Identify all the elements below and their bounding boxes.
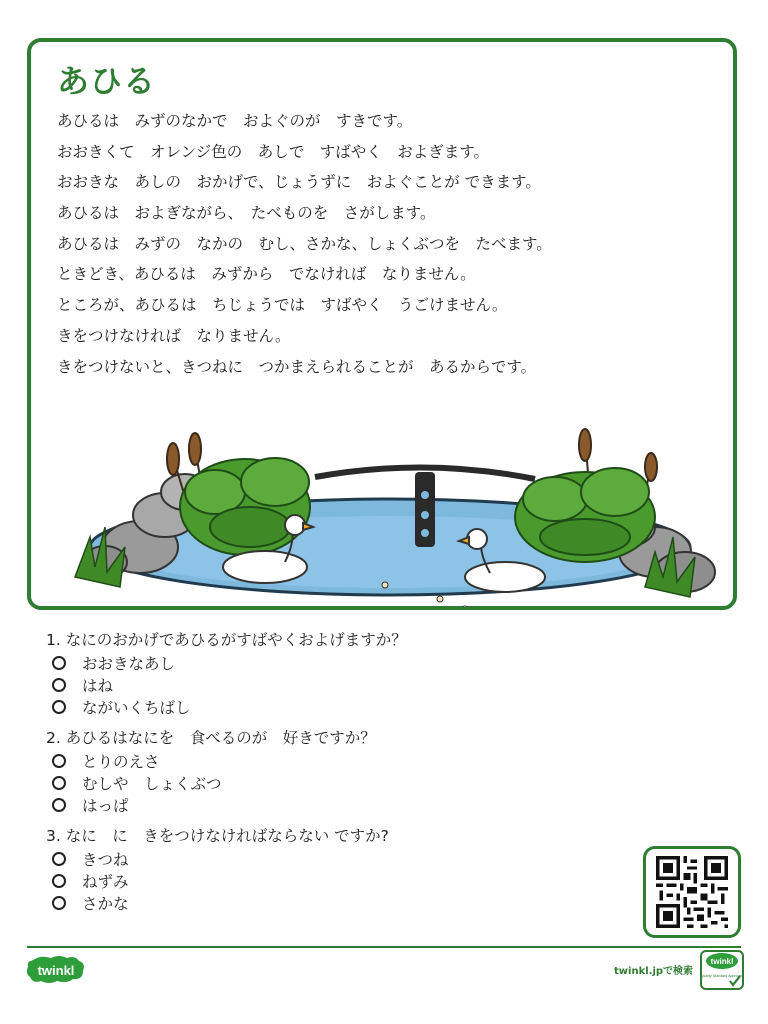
question-1 xyxy=(46,628,606,718)
twinkl-logo[interactable] xyxy=(25,955,87,985)
story-line: おおきくて オレンジ色の あしで すばやく およぎます。 xyxy=(57,142,489,161)
option-label: はっぱ xyxy=(82,797,129,815)
radio-circle-icon[interactable] xyxy=(52,776,66,790)
story-line: ときどき、あひるは みずから でなければ なりません。 xyxy=(57,265,476,284)
quality-badge xyxy=(700,950,744,990)
answer-option[interactable] xyxy=(46,652,606,674)
option-label: むしや しょくぶつ xyxy=(82,775,222,793)
option-label: きつね xyxy=(82,851,129,869)
story-line: あひるは みずのなかで およぐのが すきです。 xyxy=(57,112,413,130)
story-panel xyxy=(27,38,737,610)
radio-circle-icon[interactable] xyxy=(52,656,66,670)
radio-circle-icon[interactable] xyxy=(52,852,66,866)
radio-circle-icon[interactable] xyxy=(52,798,66,812)
question-2 xyxy=(46,726,606,816)
answer-option[interactable] xyxy=(46,772,606,794)
quiz-section xyxy=(46,628,606,922)
answer-option[interactable] xyxy=(46,870,606,892)
option-label: おおきなあし xyxy=(82,655,176,673)
brand-wordmark: twinkl xyxy=(37,963,75,978)
story-line: きをつけないと、きつねに つかまえられることが あるからです。 xyxy=(57,357,537,376)
badge-brand: twinkl xyxy=(710,957,734,966)
question-text: 2. あひるはなにを 食べるのが 好きですか？ xyxy=(46,729,376,747)
answer-option[interactable] xyxy=(46,674,606,696)
story-line: ところが、あひるは ちじょうでは すばやく うごけません。 xyxy=(57,296,508,315)
radio-circle-icon[interactable] xyxy=(52,896,66,910)
option-label: さかな xyxy=(82,895,129,913)
answer-option[interactable] xyxy=(46,848,606,870)
story-line: おおきな あしの おかげで、じょうずに およぐことが できます。 xyxy=(57,173,541,192)
story-line: あひるは およぎながら、 たべものを さがします。 xyxy=(57,204,436,223)
option-label: ねずみ xyxy=(82,873,129,891)
radio-circle-icon[interactable] xyxy=(52,754,66,768)
option-label: とりのえさ xyxy=(82,753,160,771)
option-label: はね xyxy=(82,677,114,695)
site-search-text[interactable]: twinkl.jpで検索 xyxy=(614,966,694,977)
answer-option[interactable] xyxy=(46,794,606,816)
badge-caption: Quality Standard Approved xyxy=(700,974,744,978)
option-label: ながいくちばし xyxy=(82,699,191,717)
radio-circle-icon[interactable] xyxy=(52,874,66,888)
question-text: 1. なにのおかげであひるがすばやくおよげますか？ xyxy=(46,631,407,649)
question-text: 3. なに に きをつけなければならない ですか? xyxy=(46,827,389,845)
qr-code[interactable] xyxy=(643,846,741,938)
story-text xyxy=(57,106,717,382)
bush-right xyxy=(515,468,655,562)
bush-left xyxy=(180,458,310,555)
radio-circle-icon[interactable] xyxy=(52,678,66,692)
radio-circle-icon[interactable] xyxy=(52,700,66,714)
qr-code-icon xyxy=(656,856,728,928)
story-title: あひる xyxy=(57,62,157,100)
story-line: あひるは みずの なかの むし、さかな、しょくぶつを たべます。 xyxy=(57,234,552,253)
duck-pond-illustration xyxy=(45,387,725,607)
story-line: きをつけなければ なりません。 xyxy=(57,326,291,345)
footer-divider xyxy=(27,946,741,948)
question-3 xyxy=(46,824,606,914)
answer-option[interactable] xyxy=(46,892,606,914)
answer-option[interactable] xyxy=(46,696,606,718)
answer-option[interactable] xyxy=(46,750,606,772)
